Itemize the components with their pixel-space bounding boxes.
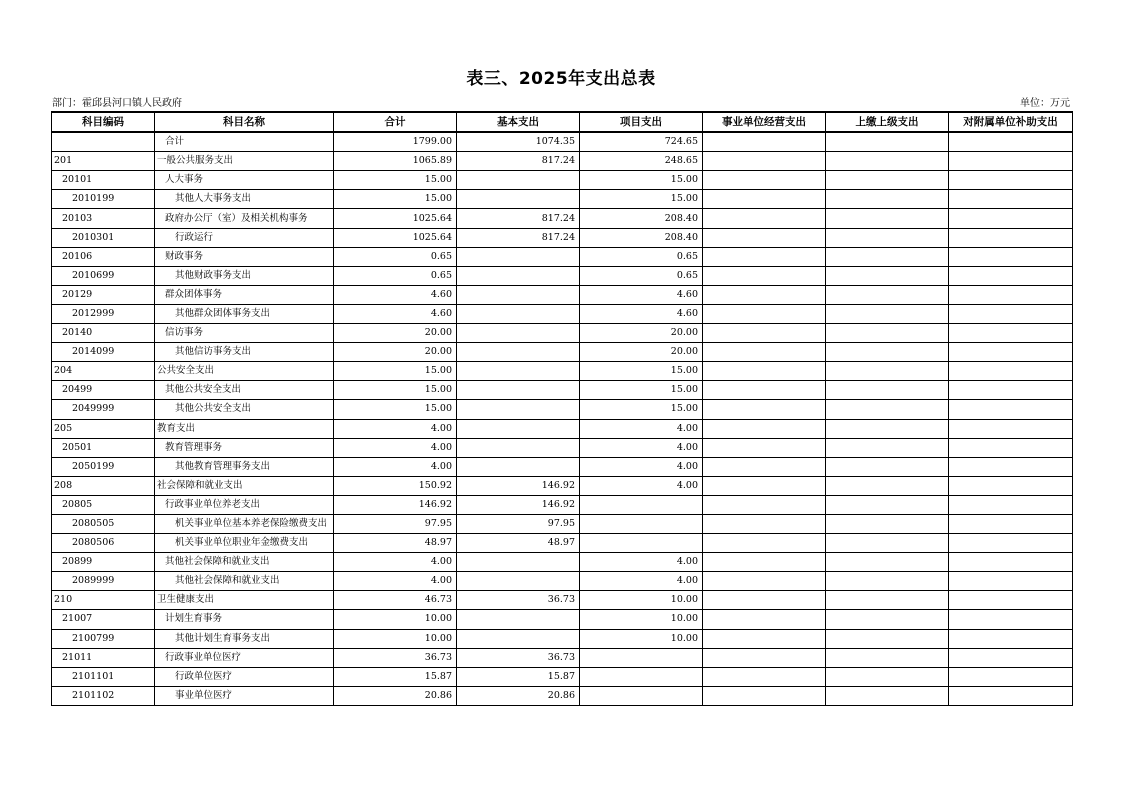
row-remit: [826, 553, 949, 572]
row-business: [703, 648, 826, 667]
table-row: [52, 476, 1073, 495]
row-total: 48.97: [334, 534, 457, 553]
row-project: 208.40: [580, 209, 703, 228]
row-total: 1799.00: [334, 132, 457, 152]
row-code: 21011: [52, 648, 155, 667]
row-total: 150.92: [334, 476, 457, 495]
row-name: 行政运行: [155, 228, 334, 247]
row-total: 4.00: [334, 553, 457, 572]
row-basic: [457, 572, 580, 591]
header-code: 科目编码: [52, 112, 155, 132]
row-total: 1025.64: [334, 228, 457, 247]
row-business: [703, 190, 826, 209]
row-basic: [457, 266, 580, 285]
row-business: [703, 171, 826, 190]
row-total: 15.00: [334, 381, 457, 400]
row-project: 20.00: [580, 343, 703, 362]
row-code: 2080505: [52, 514, 155, 533]
row-basic: [457, 171, 580, 190]
row-subsidy: [949, 591, 1073, 610]
row-basic: 97.95: [457, 514, 580, 533]
row-code: 2100799: [52, 629, 155, 648]
row-code: 20501: [52, 438, 155, 457]
row-subsidy: [949, 343, 1073, 362]
row-remit: [826, 324, 949, 343]
row-business: [703, 285, 826, 304]
row-remit: [826, 457, 949, 476]
row-name: 机关事业单位职业年金缴费支出: [155, 534, 334, 553]
row-name: 机关事业单位基本养老保险缴费支出: [155, 514, 334, 533]
row-subsidy: [949, 228, 1073, 247]
table-row: [52, 419, 1073, 438]
row-name: 一般公共服务支出: [155, 152, 334, 171]
row-subsidy: [949, 476, 1073, 495]
row-remit: [826, 152, 949, 171]
table-row: [52, 304, 1073, 323]
row-total: 15.00: [334, 171, 457, 190]
row-subsidy: [949, 400, 1073, 419]
row-remit: [826, 381, 949, 400]
row-name: 群众团体事务: [155, 285, 334, 304]
row-business: [703, 591, 826, 610]
row-basic: [457, 610, 580, 629]
table-row: [52, 228, 1073, 247]
row-remit: [826, 438, 949, 457]
header-total: 合计: [334, 112, 457, 132]
table-row: [52, 572, 1073, 591]
row-project: 248.65: [580, 152, 703, 171]
table-row: [52, 667, 1073, 686]
row-total: 1065.89: [334, 152, 457, 171]
row-remit: [826, 572, 949, 591]
row-basic: [457, 438, 580, 457]
row-project: 0.65: [580, 247, 703, 266]
row-remit: [826, 247, 949, 266]
table-row: [52, 362, 1073, 381]
row-total: 97.95: [334, 514, 457, 533]
row-total: 15.00: [334, 400, 457, 419]
row-project: 724.65: [580, 132, 703, 152]
row-project: 15.00: [580, 400, 703, 419]
row-name: 计划生育事务: [155, 610, 334, 629]
row-name: 公共安全支出: [155, 362, 334, 381]
row-subsidy: [949, 266, 1073, 285]
row-subsidy: [949, 152, 1073, 171]
row-basic: 48.97: [457, 534, 580, 553]
row-project: 4.00: [580, 438, 703, 457]
row-remit: [826, 209, 949, 228]
row-project: [580, 534, 703, 553]
table-row: [52, 553, 1073, 572]
row-business: [703, 247, 826, 266]
row-subsidy: [949, 190, 1073, 209]
row-business: [703, 514, 826, 533]
row-name: 政府办公厅（室）及相关机构事务: [155, 209, 334, 228]
row-subsidy: [949, 419, 1073, 438]
row-business: [703, 476, 826, 495]
row-project: [580, 514, 703, 533]
row-total: 4.00: [334, 572, 457, 591]
row-business: [703, 534, 826, 553]
row-total: 4.00: [334, 438, 457, 457]
row-total: 46.73: [334, 591, 457, 610]
table-row: [52, 610, 1073, 629]
row-total: 146.92: [334, 495, 457, 514]
row-business: [703, 381, 826, 400]
row-total: 20.86: [334, 686, 457, 705]
row-total: 4.60: [334, 285, 457, 304]
row-project: 10.00: [580, 629, 703, 648]
row-basic: [457, 419, 580, 438]
row-code: 20101: [52, 171, 155, 190]
row-name: 行政单位医疗: [155, 667, 334, 686]
row-subsidy: [949, 686, 1073, 705]
row-basic: 15.87: [457, 667, 580, 686]
table-row: [52, 534, 1073, 553]
row-remit: [826, 304, 949, 323]
row-business: [703, 132, 826, 152]
table-row: [52, 686, 1073, 705]
row-code: 2101101: [52, 667, 155, 686]
row-code: 205: [52, 419, 155, 438]
row-name: 其他计划生育事务支出: [155, 629, 334, 648]
row-total: 1025.64: [334, 209, 457, 228]
header-business: 事业单位经营支出: [703, 112, 826, 132]
row-name: 教育管理事务: [155, 438, 334, 457]
row-basic: 36.73: [457, 648, 580, 667]
row-total: 15.00: [334, 362, 457, 381]
row-subsidy: [949, 553, 1073, 572]
row-name: 信访事务: [155, 324, 334, 343]
row-name: 教育支出: [155, 419, 334, 438]
row-basic: 146.92: [457, 476, 580, 495]
row-name: 社会保障和就业支出: [155, 476, 334, 495]
row-basic: [457, 629, 580, 648]
row-name: 行政事业单位养老支出: [155, 495, 334, 514]
row-subsidy: [949, 247, 1073, 266]
row-project: 4.60: [580, 304, 703, 323]
table-row: [52, 285, 1073, 304]
row-code: 2101102: [52, 686, 155, 705]
row-name: 人大事务: [155, 171, 334, 190]
table-row: [52, 648, 1073, 667]
row-total: 4.00: [334, 419, 457, 438]
row-remit: [826, 419, 949, 438]
row-business: [703, 495, 826, 514]
row-code: 2010699: [52, 266, 155, 285]
row-remit: [826, 343, 949, 362]
row-basic: [457, 343, 580, 362]
row-code: 20899: [52, 553, 155, 572]
row-name: 其他教育管理事务支出: [155, 457, 334, 476]
table-row: [52, 190, 1073, 209]
row-subsidy: [949, 534, 1073, 553]
row-code: 2089999: [52, 572, 155, 591]
row-basic: [457, 285, 580, 304]
row-subsidy: [949, 667, 1073, 686]
row-basic: [457, 400, 580, 419]
row-name: 行政事业单位医疗: [155, 648, 334, 667]
row-code: 20129: [52, 285, 155, 304]
row-project: 15.00: [580, 362, 703, 381]
row-business: [703, 572, 826, 591]
row-business: [703, 610, 826, 629]
row-subsidy: [949, 457, 1073, 476]
row-project: 4.00: [580, 476, 703, 495]
row-remit: [826, 132, 949, 152]
row-total: 4.00: [334, 457, 457, 476]
row-basic: 20.86: [457, 686, 580, 705]
page-title: 表三、2025年支出总表: [466, 69, 656, 89]
row-project: 15.00: [580, 171, 703, 190]
row-total: 10.00: [334, 629, 457, 648]
row-remit: [826, 362, 949, 381]
row-total: 15.87: [334, 667, 457, 686]
row-project: 20.00: [580, 324, 703, 343]
row-remit: [826, 534, 949, 553]
row-project: 10.00: [580, 591, 703, 610]
row-code: 20499: [52, 381, 155, 400]
row-business: [703, 304, 826, 323]
row-subsidy: [949, 304, 1073, 323]
row-total: 10.00: [334, 610, 457, 629]
row-project: 15.00: [580, 190, 703, 209]
row-code: 2010301: [52, 228, 155, 247]
row-business: [703, 209, 826, 228]
header-remit: 上缴上级支出: [826, 112, 949, 132]
row-basic: [457, 362, 580, 381]
row-basic: [457, 304, 580, 323]
row-code: [52, 132, 155, 152]
table-header-row: [52, 112, 1073, 132]
row-project: 4.00: [580, 419, 703, 438]
row-business: [703, 266, 826, 285]
row-remit: [826, 190, 949, 209]
row-code: 20106: [52, 247, 155, 266]
table-row: [52, 324, 1073, 343]
row-business: [703, 438, 826, 457]
row-project: 4.00: [580, 553, 703, 572]
header-name: 科目名称: [155, 112, 334, 132]
expenditure-table: [51, 111, 1073, 706]
row-code: 2080506: [52, 534, 155, 553]
row-name: 事业单位医疗: [155, 686, 334, 705]
table-row: [52, 457, 1073, 476]
row-business: [703, 343, 826, 362]
row-subsidy: [949, 171, 1073, 190]
table-row: [52, 400, 1073, 419]
row-project: 208.40: [580, 228, 703, 247]
row-remit: [826, 171, 949, 190]
row-remit: [826, 629, 949, 648]
row-remit: [826, 400, 949, 419]
row-project: 4.00: [580, 572, 703, 591]
row-basic: 146.92: [457, 495, 580, 514]
row-basic: [457, 190, 580, 209]
row-subsidy: [949, 610, 1073, 629]
row-name: 其他财政事务支出: [155, 266, 334, 285]
row-basic: [457, 381, 580, 400]
row-code: 21007: [52, 610, 155, 629]
row-name: 其他社会保障和就业支出: [155, 572, 334, 591]
row-subsidy: [949, 438, 1073, 457]
row-code: 208: [52, 476, 155, 495]
row-name: 财政事务: [155, 247, 334, 266]
row-project: 15.00: [580, 381, 703, 400]
table-row: [52, 591, 1073, 610]
table-row: [52, 266, 1073, 285]
header-project: 项目支出: [580, 112, 703, 132]
row-total: 20.00: [334, 324, 457, 343]
row-basic: [457, 324, 580, 343]
row-basic: [457, 457, 580, 476]
table-row: [52, 495, 1073, 514]
row-business: [703, 324, 826, 343]
row-basic: 817.24: [457, 152, 580, 171]
row-code: 210: [52, 591, 155, 610]
row-business: [703, 553, 826, 572]
row-name: 其他社会保障和就业支出: [155, 553, 334, 572]
row-name: 其他人大事务支出: [155, 190, 334, 209]
row-name: 其他公共安全支出: [155, 381, 334, 400]
table-row: [52, 514, 1073, 533]
row-code: 2012999: [52, 304, 155, 323]
row-remit: [826, 686, 949, 705]
row-code: 201: [52, 152, 155, 171]
header-basic: 基本支出: [457, 112, 580, 132]
row-remit: [826, 476, 949, 495]
row-total: 0.65: [334, 266, 457, 285]
row-business: [703, 362, 826, 381]
row-basic: 36.73: [457, 591, 580, 610]
row-remit: [826, 648, 949, 667]
row-business: [703, 629, 826, 648]
row-remit: [826, 495, 949, 514]
row-subsidy: [949, 362, 1073, 381]
table-row: [52, 152, 1073, 171]
row-total: 4.60: [334, 304, 457, 323]
row-name: 其他公共安全支出: [155, 400, 334, 419]
row-business: [703, 228, 826, 247]
row-business: [703, 457, 826, 476]
row-basic: [457, 553, 580, 572]
row-basic: [457, 247, 580, 266]
row-subsidy: [949, 572, 1073, 591]
row-code: 2010199: [52, 190, 155, 209]
row-business: [703, 152, 826, 171]
row-subsidy: [949, 629, 1073, 648]
row-project: [580, 495, 703, 514]
row-remit: [826, 266, 949, 285]
row-business: [703, 686, 826, 705]
row-subsidy: [949, 381, 1073, 400]
row-subsidy: [949, 495, 1073, 514]
row-project: 4.60: [580, 285, 703, 304]
row-name: 其他信访事务支出: [155, 343, 334, 362]
row-total: 20.00: [334, 343, 457, 362]
row-project: 4.00: [580, 457, 703, 476]
row-total: 36.73: [334, 648, 457, 667]
row-code: 20140: [52, 324, 155, 343]
row-subsidy: [949, 648, 1073, 667]
row-code: 20103: [52, 209, 155, 228]
row-project: [580, 686, 703, 705]
row-project: 0.65: [580, 266, 703, 285]
row-basic: 1074.35: [457, 132, 580, 152]
department-label: 部门：霍邱县河口镇人民政府: [52, 98, 182, 109]
row-basic: 817.24: [457, 228, 580, 247]
table-row: [52, 171, 1073, 190]
header-subsidy: 对附属单位补助支出: [949, 112, 1073, 132]
row-project: [580, 667, 703, 686]
row-total: 15.00: [334, 190, 457, 209]
row-project: 10.00: [580, 610, 703, 629]
row-subsidy: [949, 285, 1073, 304]
table-row: [52, 629, 1073, 648]
row-remit: [826, 514, 949, 533]
row-remit: [826, 285, 949, 304]
row-remit: [826, 667, 949, 686]
unit-label: 单位：万元: [1020, 98, 1070, 109]
row-remit: [826, 610, 949, 629]
row-code: 204: [52, 362, 155, 381]
row-subsidy: [949, 514, 1073, 533]
row-code: 2050199: [52, 457, 155, 476]
table-row: [52, 438, 1073, 457]
row-business: [703, 667, 826, 686]
row-business: [703, 419, 826, 438]
row-total: 0.65: [334, 247, 457, 266]
row-name: 卫生健康支出: [155, 591, 334, 610]
row-project: [580, 648, 703, 667]
row-name: 其他群众团体事务支出: [155, 304, 334, 323]
table-row: [52, 381, 1073, 400]
row-subsidy: [949, 209, 1073, 228]
row-code: 20805: [52, 495, 155, 514]
table-row: [52, 132, 1073, 152]
table-row: [52, 343, 1073, 362]
table-body: [52, 132, 1073, 705]
table-row: [52, 209, 1073, 228]
row-remit: [826, 591, 949, 610]
row-business: [703, 400, 826, 419]
row-name: 合计: [155, 132, 334, 152]
row-code: 2014099: [52, 343, 155, 362]
row-remit: [826, 228, 949, 247]
row-basic: 817.24: [457, 209, 580, 228]
table-row: [52, 247, 1073, 266]
row-code: 2049999: [52, 400, 155, 419]
row-subsidy: [949, 324, 1073, 343]
row-subsidy: [949, 132, 1073, 152]
